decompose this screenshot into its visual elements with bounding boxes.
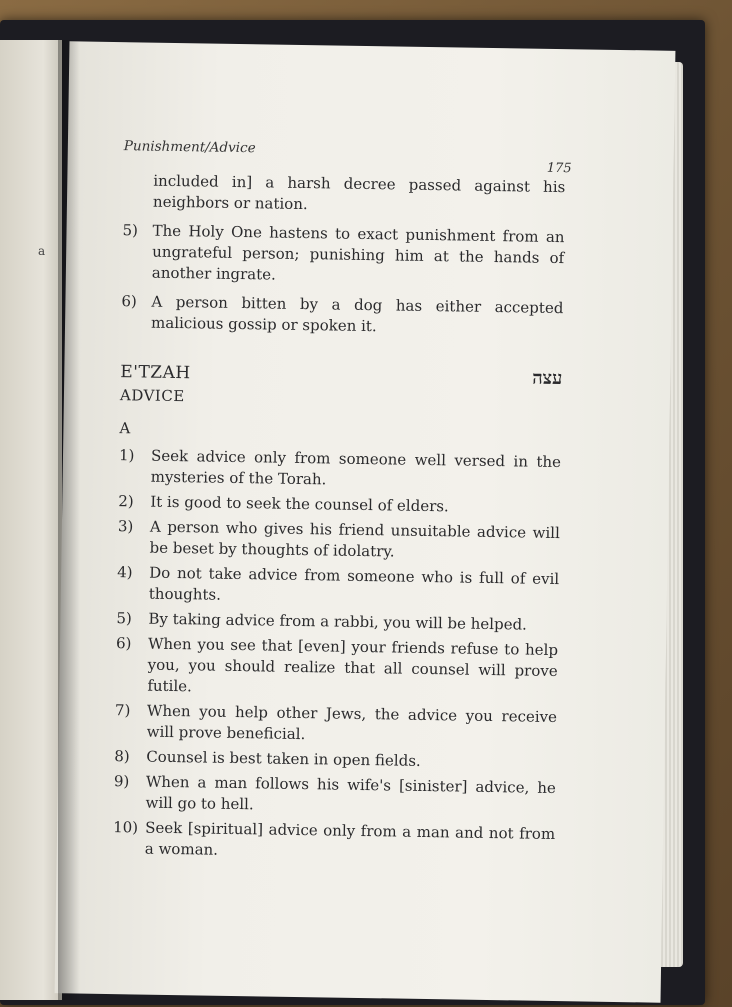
top-list <box>121 220 565 340</box>
item-number: 4) <box>117 563 133 582</box>
list-item <box>117 562 560 611</box>
item-number: 10) <box>113 818 139 837</box>
list-item <box>119 445 562 494</box>
item-text: Seek [spiritual] advice only from a man and not from a woman. <box>144 818 556 859</box>
item-text: A person who gives his friend unsuitable advice will be beset by thoughts of idolatry. <box>149 517 560 561</box>
item-number: 3) <box>117 517 134 536</box>
item-text: When you help other Jews, the advice you receive will prove beneficial. <box>146 701 558 744</box>
advice-list <box>113 445 561 866</box>
list-item <box>116 608 558 636</box>
list-item <box>113 771 556 820</box>
list-item <box>115 633 558 703</box>
list-item <box>115 700 558 749</box>
page-number: 175 <box>546 160 572 177</box>
left-page <box>0 40 62 1000</box>
item-text: When you see that [even] your friends refuse to help you, you should realize that all counsel will prove futile. <box>147 634 559 696</box>
item-number: 9) <box>113 772 130 791</box>
list-item <box>121 291 564 340</box>
left-page-mark: a <box>38 244 46 258</box>
section-title: E'TZAH <box>120 362 191 384</box>
item-text: A person bitten by a dog has either accepted malicious gossip or spoken it. <box>150 292 564 336</box>
item-number: 5) <box>116 609 133 628</box>
item-text: By taking advice from a rabbi, you will be helped. <box>148 609 528 634</box>
item-text: Do not take advice from someone who is full of evil thoughts. <box>148 563 560 604</box>
section-letter: A <box>119 419 131 438</box>
item-number: 6) <box>115 634 132 653</box>
item-text: The Holy One hastens to exact punishment from an ungrateful person; punishing him at the hands of another ingrate. <box>151 221 565 284</box>
page-body <box>113 170 566 870</box>
list-item <box>122 220 565 290</box>
list-item <box>113 817 556 866</box>
list-item <box>114 746 556 774</box>
book-gutter-shadow <box>58 40 80 1000</box>
book-page <box>55 41 676 1002</box>
item-number: 1) <box>118 446 135 465</box>
item-number: 7) <box>114 701 131 720</box>
item-number: 8) <box>114 747 130 766</box>
running-head: Punishment/Advice <box>123 138 256 157</box>
section-hebrew-title: עצה <box>532 367 563 390</box>
item-number: 5) <box>122 221 139 240</box>
continuation-text: included in] a harsh decree passed against his neighbors or nation. <box>152 171 566 214</box>
section-subtitle: ADVICE <box>119 386 185 406</box>
item-text: Counsel is best taken in open fields. <box>146 747 421 770</box>
item-number: 2) <box>118 492 134 511</box>
item-text: When a man follows his wife's [sinister] advice, he will go to hell. <box>145 772 556 814</box>
item-number: 6) <box>121 292 137 311</box>
item-text: Seek advice only from someone well versed in the mysteries of the Torah. <box>150 446 562 489</box>
list-item <box>117 516 560 565</box>
list-item <box>118 491 560 519</box>
item-text: It is good to seek the counsel of elders. <box>150 492 449 516</box>
